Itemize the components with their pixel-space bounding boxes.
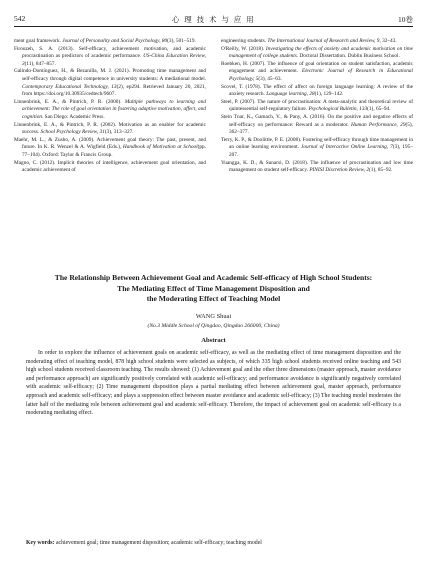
reference-entry: O'Reilly, W. (2018). Investigating the effects of anxiety and academic motivation on time management of college students. Doctoral Dissertation. Dublin Business School. xyxy=(221,45,413,60)
page-number: 542 xyxy=(14,14,26,23)
reference-entry: Galindo-Domínguez, H., & Bezanilla, M. J. (2021). Promoting time management and self-efficacy through digital competence in university students: A mediational model. Contemporary Educational Technology, 13(2), ep294. Retrieved January 20, 2021, from https://doi.org/10.30935/cedtech/9607. xyxy=(14,68,206,98)
reference-entry: Magno, C. (2012). Implicit theories of intelligence, achievement goal orientation, and academic achievement of xyxy=(14,159,206,174)
reference-entry: Linnenbrink, E. A., & Pintrich, P. R. (2002). Motivation as an enabler for academic success. School Psychology Review, 31(3), 313–327. xyxy=(14,121,206,136)
keywords-text: achievement goal; time management disposition; academic self-efficacy; teaching model xyxy=(54,540,262,546)
reference-entry: Terry, K. P., & Doolittle, P. E. (2008). Fostering self-efficacy through time management in an online learning environment. Journal of Interactive Online Learning, 7(3), 195–207. xyxy=(221,136,413,158)
reference-entry: Scovel, T. (1978). The effect of affect on foreign language learning: A review of the anxiety research. Language learning, 28(1), 129–142. xyxy=(221,83,413,98)
title-line-3: the Moderating Effect of Teaching Model xyxy=(146,294,281,303)
reference-entry: Linnenbrink, E. A., & Pintrich, P. R. (2000). Multiple pathways to learning and achievement: The role of goal orientation in fostering adaptive motivation, affect, and cognition. San Diego: Academic Press. xyxy=(14,98,206,120)
keywords-label: Key words: xyxy=(26,540,55,546)
journal-title: 心 理 技 术 与 应 用 xyxy=(171,15,256,24)
references-right-column xyxy=(221,38,413,175)
abstract-body: In order to explore the influence of achievement goals on academic self-efficacy, as well as the mediating effect of time management disposition and the moderating effect of teaching model, 878 high school students were selected as subjects, of which 335 high school students received online teaching and 543 high school students received classroom teaching. The results showed: (1) Achievement goal and the other three dimensions (master approach, master avoidance and performance approach) are significantly positively correlated with academic self-efficacy; and performance avoidance is significantly negatively correlated with academic self-efficacy; (2) Time management disposition plays a partial mediating effect between achievement goal, master approach, performance approach and academic self-efficacy; and plays a suppression effect between master avoidance and academic self-efficacy; (3) The teaching model moderates the latter half of the mediating role between achievement goal and academic self-efficacy. Therefore, the impact of achievement goal on academic self-efficacy is a moderating mediating effect. xyxy=(26,350,401,417)
keywords xyxy=(26,539,401,548)
title-line-1: The Relationship Between Achievement Goal and Academic Self-efficacy of High School Students: xyxy=(54,273,373,282)
references-left-column xyxy=(14,38,206,175)
reference-entry: Maehr, M. L., & Zusho, A. (2009). Achievement goal theory: The past, present, and future. In K. R. Wenzel & A. Wigfield (Eds.), Handbook of Motivation at School(pp. 77–104). Oxford: Taylor & Francis Group. xyxy=(14,136,207,158)
author-affiliation: (No.3 Middle School of Qingdao, Qingdao 266000, China) xyxy=(147,323,280,329)
reference-entry: Stein Tnar, K., Gamach, Y., & Pany, A. (2016). On the positive and negative effects of self-efficacy on performance: Reward as a moderator. Human Performance, 29(5), 362–377. xyxy=(221,113,413,136)
reference-entry: Firouzeh, S. A. (2013). Self-efficacy, achievement motivation, and academic procrastination as predictors of academic performance. US-China Education Review, 3(11), 847–857. xyxy=(14,45,206,67)
reference-entry: Steel, P. (2007). The nature of procrastination: A meta-analytic and theoretical review of quintessential self-regulatory failure. Psychological Bulletin, 133(1), 65–94. xyxy=(221,98,413,113)
reference-entry: ment goal framework. Journal of Personality and Social Psychology, 80(3), 501–519. xyxy=(14,38,196,44)
running-header xyxy=(14,12,413,27)
abstract-heading: Abstract xyxy=(201,337,226,344)
reference-entry: Roebken, H. (2007). The influence of goal orientation on student satisfaction, academic engagement and achievement. Electronic Journal of Research in Educational Psychology, 5(3), 45–63. xyxy=(221,60,413,82)
title-line-2: The Mediating Effect of Time Management Disposition and xyxy=(117,283,310,293)
volume-label: 10卷 xyxy=(398,15,413,24)
reference-entry: engineering students. The International Journal of Research and Review, 9, 32–43. xyxy=(221,38,397,44)
author-name: WANG Shuai xyxy=(195,313,232,320)
reference-entry: Yuangga, K. D., & Sunarsi, D. (2018). The influence of procrastination and low time management on student self-efficacy. PINISI Discretion Review, 2(1), 85–92. xyxy=(221,159,413,174)
english-title xyxy=(14,273,413,305)
